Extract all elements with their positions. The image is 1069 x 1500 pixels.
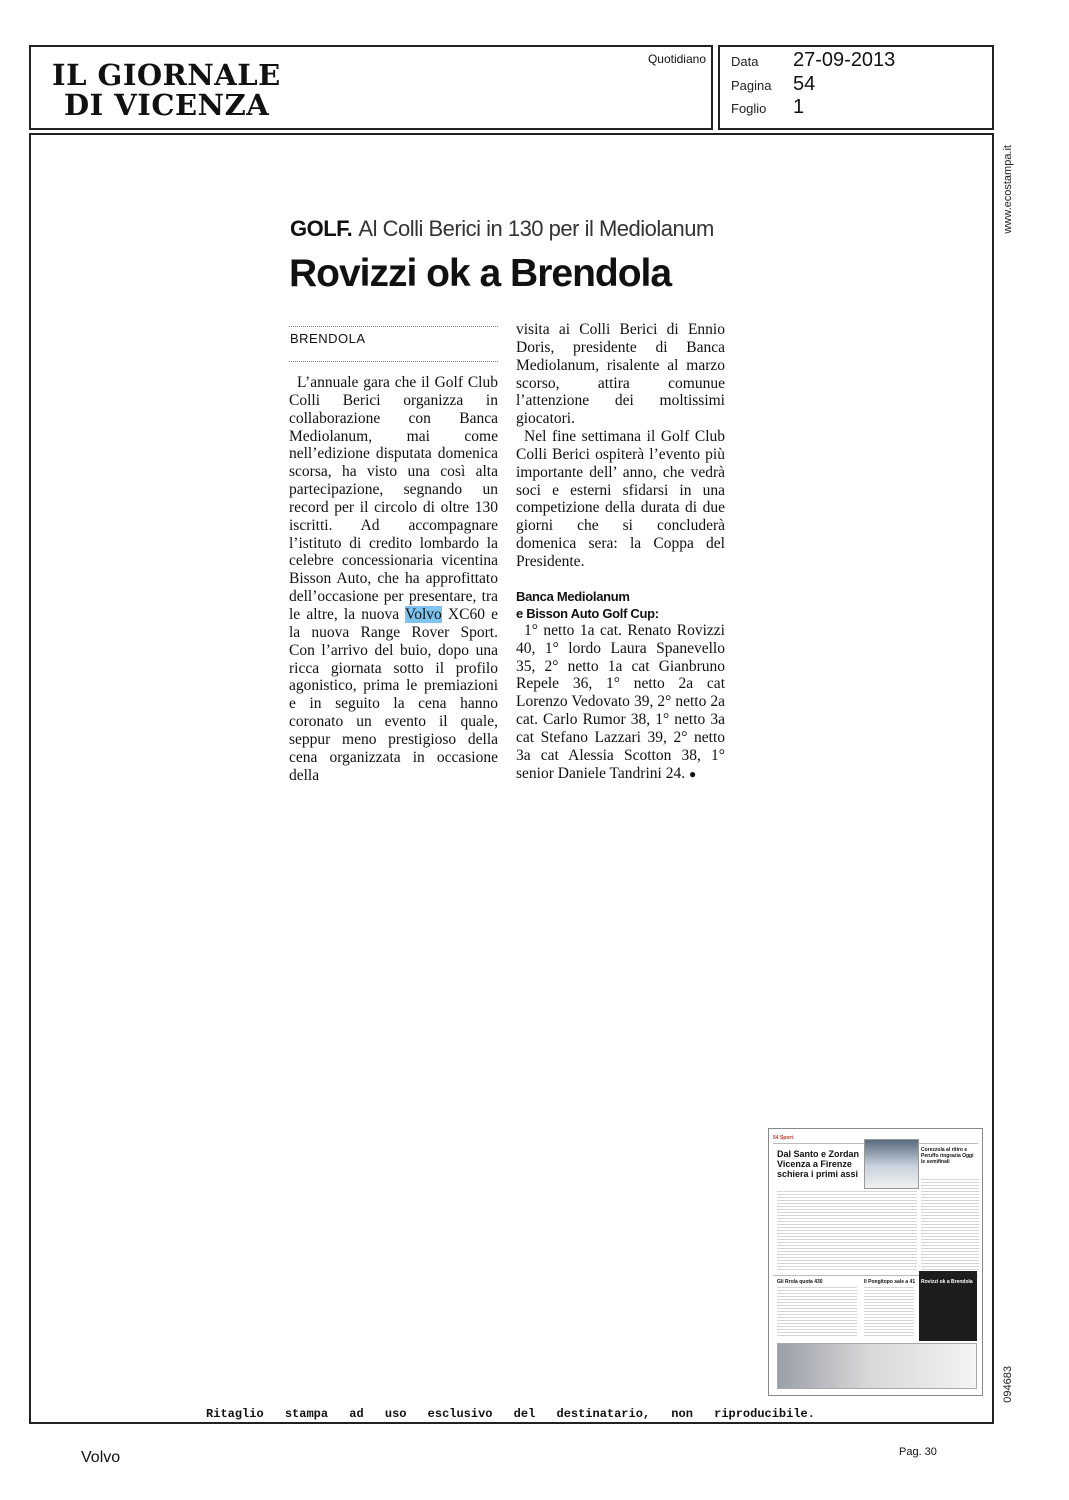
dotted-rule-top [289,326,498,327]
thumb-headline-1: Dal Santo e Zordan [777,1149,860,1159]
article-dateline: BRENDOLA [290,331,366,346]
masthead-line-1: IL GIORNALE [52,58,281,92]
thumb-ad [777,1343,977,1389]
thumb-story-c: Rovizzi ok a Brendola [921,1279,973,1285]
thumb-headline-2: Vicenza a Firenze [777,1159,852,1169]
meta-box [718,45,994,130]
thumb-photo [864,1139,919,1189]
results-title-2: e Bisson Auto Golf Cup: [516,605,659,621]
thumb-story-b: Il Pongitopo sale a 41 [864,1279,916,1285]
article-kicker [290,216,714,242]
footer-page-number: Pag. 30 [899,1446,937,1458]
masthead-box [29,45,713,130]
masthead-line-2: DI VICENZA [64,88,270,122]
col2-paragraph-1: visita ai Colli Berici di Ennio Doris, presidente di Banca Mediolanum, risalente al marzo scorso, attira comunue l’attenzione dei moltissimi giocatori. [516,321,725,428]
publication-type: Quotidiano [647,52,706,66]
side-code: 094683 [1002,1366,1014,1403]
thumb-section: 54 Sport [773,1135,794,1141]
foglio-value: 1 [793,96,805,118]
side-url: www.ecostampa.it [1002,145,1014,234]
kicker-section: GOLF. [290,216,353,241]
keyword-highlight: Volvo [405,605,442,623]
reproduction-notice: Ritaglio stampa ad uso esclusivo del destinatario, non riproducibile. [206,1407,815,1421]
data-label: Data [731,54,759,69]
data-value: 27-09-2013 [793,49,896,71]
foglio-label: Foglio [731,101,767,116]
thumb-side-headline: Corezzola al ritiro e Peruffo ringrazia Oggi le semifinali [921,1147,974,1165]
page-thumbnail [768,1128,983,1396]
col1-text-before: L’annuale gara che il Golf Club Colli Berici organizza in collaborazione con Banca Mediolanum, mai come nell’edizione disputata domenica scorsa, ha visto una così alta partecipazione, segnando un record per il circolo di oltre 130 iscritti. Ad accompagnare l’istituto di credito lombardo la celebre concessionaria vicentina Bisson Auto, che ha approfittato dell’occasione per presentare, tra le altre, la nuova [289,374,498,623]
col2-paragraph-2: Nel fine settimana il Golf Club Colli Berici ospiterà l’evento più importante dell’ anno, che vedrà soci e esterni sfidarsi in una competizione della durata di due giorni che si concluderà domenica sera: la Coppa del Presidente. [516,428,725,570]
results-title-1: Banca Mediolanum [516,588,630,604]
pagina-value: 54 [793,73,816,95]
article-column-1 [289,374,498,784]
end-mark: ● [688,766,697,781]
article-column-2 [516,321,725,783]
col1-text-after: XC60 e la nuova Range Rover Sport. Con l’arrivo del buio, dopo una ricca giornata sotto il profilo agonistico, prima le premiazioni e in seguito la cena hanno coronato un evento il quale, seppur meno prestigioso della cena organizzata in occasione della [289,605,498,784]
footer-keyword: Volvo [81,1449,121,1466]
results-text: 1° netto 1a cat. Renato Rovizzi 40, 1° lordo Laura Spanevello 35, 2° netto 1a cat Gianbruno Repele 36, 1° netto 2a cat Lorenzo Vedovato 39, 2° netto 2a cat. Carlo Rumor 38, 1° netto 3a cat Stefano Lazzari 39, 2° netto 3a cat Alessia Scotton 38, 1° senior Daniele Tandrini 24. [516,621,725,782]
dotted-rule-bottom [289,361,498,362]
thumb-story-c-box [919,1271,977,1341]
kicker-text: Al Colli Berici in 130 per il Mediolanum [358,216,714,241]
thumb-headline-3: schiera i primi assi [777,1169,859,1179]
article-headline: Rovizzi ok a Brendola [289,252,672,295]
pagina-label: Pagina [731,78,772,93]
thumb-story-a: Gli Rrola quota 430 [777,1279,823,1285]
